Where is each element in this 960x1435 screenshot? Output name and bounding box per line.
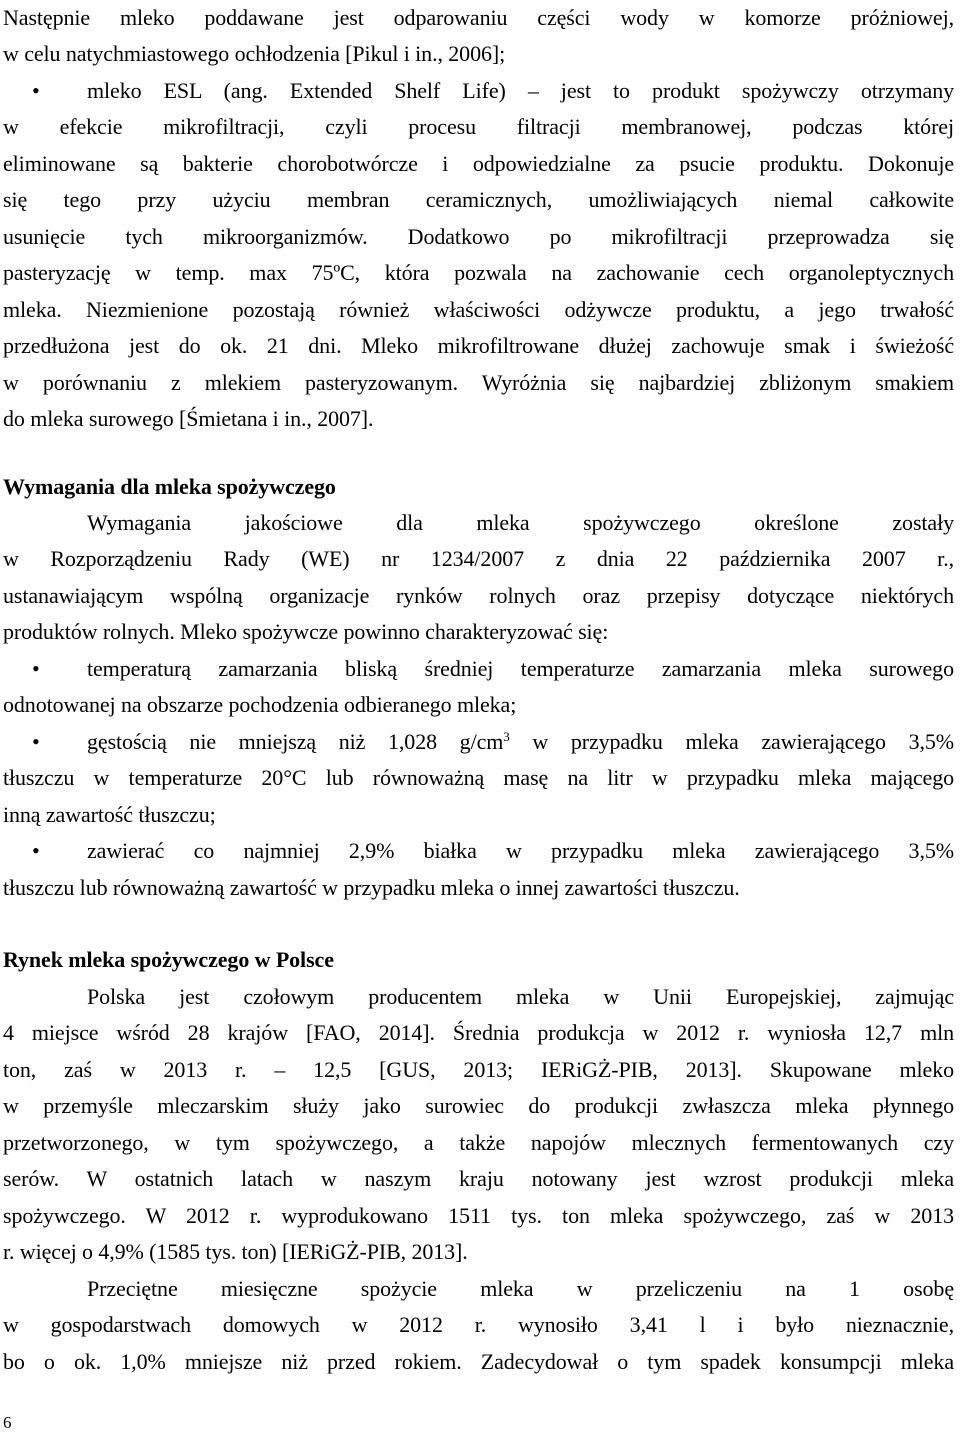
text-line: r. więcej o 4,9% (1585 tys. ton) [IERiGŻ-PIB, 2013]. [3, 1239, 468, 1264]
text-line: tłuszczu w temperaturze 20°C lub równoważną masę na litr w przypadku mleka mającego [3, 765, 954, 790]
text-line [87, 724, 954, 760]
text-line: produktów rolnych. Mleko spożywcze powinno charakteryzować się: [3, 619, 609, 644]
section-heading-market: Rynek mleka spożywczego w Polsce [3, 947, 334, 972]
bullet-marker: • [32, 838, 40, 863]
text-line: w przemyśle mleczarskim służy jako surowiec do produkcji zwłaszcza mleka płynnego [3, 1093, 954, 1118]
text-line: zawierać co najmniej 2,9% białka w przypadku mleka zawierającego 3,5% [87, 838, 954, 863]
text-line: pasteryzację w temp. max 75ºC, która pozwala na zachowanie cech organoleptycznych [3, 260, 954, 285]
text-line: inną zawartość tłuszczu; [3, 802, 216, 827]
text-line: ton, zaś w 2013 r. – 12,5 [GUS, 2013; IERiGŻ-PIB, 2013]. Skupowane mleko [3, 1057, 954, 1082]
text-line: bo o ok. 1,0% mniejsze niż przed rokiem. Zadecydował o tym spadek konsumpcji mleka [3, 1349, 954, 1374]
text-line: w efekcie mikrofiltracji, czyli procesu filtracji membranowej, podczas której [3, 114, 954, 139]
text-line: przedłużona jest do ok. 21 dni. Mleko mikrofiltrowane dłużej zachowuje smak i świeżość [3, 333, 954, 358]
text-line: serów. W ostatnich latach w naszym kraju notowany jest wzrost produkcji mleka [3, 1166, 954, 1191]
text-line: Wymagania jakościowe dla mleka spożywczego określone zostały [87, 510, 954, 535]
text-line: usunięcie tych mikroorganizmów. Dodatkowo po mikrofiltracji przeprowadza się [3, 224, 954, 249]
text-line: 4 miejsce wśród 28 krajów [FAO, 2014]. Średnia produkcja w 2012 r. wyniosła 12,7 mln [3, 1020, 954, 1045]
text-run: w przypadku mleka zawierającego 3,5% [509, 729, 954, 754]
text-line: przetworzonego, w tym spożywczego, a także napojów mlecznych fermentowanych czy [3, 1130, 954, 1155]
text-line: ustanawiającym wspólną organizacje rynków rolnych oraz przepisy dotyczące niektórych [3, 583, 954, 608]
text-line: odnotowanej na obszarze pochodzenia odbieranego mleka; [3, 692, 517, 717]
text-line: Następnie mleko poddawane jest odparowaniu części wody w komorze próżniowej, [3, 5, 954, 30]
text-line: mleka. Niezmienione pozostają również właściwości odżywcze produktu, a jego trwałość [3, 297, 954, 322]
text-line: spożywczego. W 2012 r. wyprodukowano 1511 tys. ton mleka spożywczego, zaś w 2013 [3, 1203, 954, 1228]
text-line: w Rozporządzeniu Rady (WE) nr 1234/2007 z dnia 22 października 2007 r., [3, 546, 954, 571]
text-line: mleko ESL (ang. Extended Shelf Life) – jest to produkt spożywczy otrzymany [87, 78, 954, 103]
text-line: eliminowane są bakterie chorobotwórcze i odpowiedzialne za psucie produktu. Dokonuje [3, 151, 954, 176]
superscript: 3 [503, 729, 510, 744]
text-line: w porównaniu z mlekiem pasteryzowanym. Wyróżnia się najbardziej zbliżonym smakiem [3, 370, 954, 395]
bullet-marker: • [32, 729, 40, 754]
text-line: tłuszczu lub równoważną zawartość w przypadku mleka o innej zawartości tłuszczu. [3, 875, 740, 900]
section-heading-requirements: Wymagania dla mleka spożywczego [3, 474, 336, 499]
text-line: w celu natychmiastowego ochłodzenia [Pikul i in., 2006]; [3, 41, 506, 66]
text-run: gęstością nie mniejszą niż 1,028 g/cm [87, 729, 504, 754]
page-number: 6 [3, 1413, 12, 1432]
text-line: się tego przy użyciu membran ceramicznych, umożliwiających niemal całkowite [3, 187, 954, 212]
text-line: temperaturą zamarzania bliską średniej temperaturze zamarzania mleka surowego [87, 656, 954, 681]
text-line: Przeciętne miesięczne spożycie mleka w przeliczeniu na 1 osobę [87, 1276, 954, 1301]
text-line: w gospodarstwach domowych w 2012 r. wynosiło 3,41 l i było nieznacznie, [3, 1312, 954, 1337]
bullet-marker: • [32, 78, 40, 103]
text-line: do mleka surowego [Śmietana i in., 2007]. [3, 406, 374, 431]
text-line: Polska jest czołowym producentem mleka w Unii Europejskiej, zajmując [87, 984, 954, 1009]
bullet-marker: • [32, 656, 40, 681]
